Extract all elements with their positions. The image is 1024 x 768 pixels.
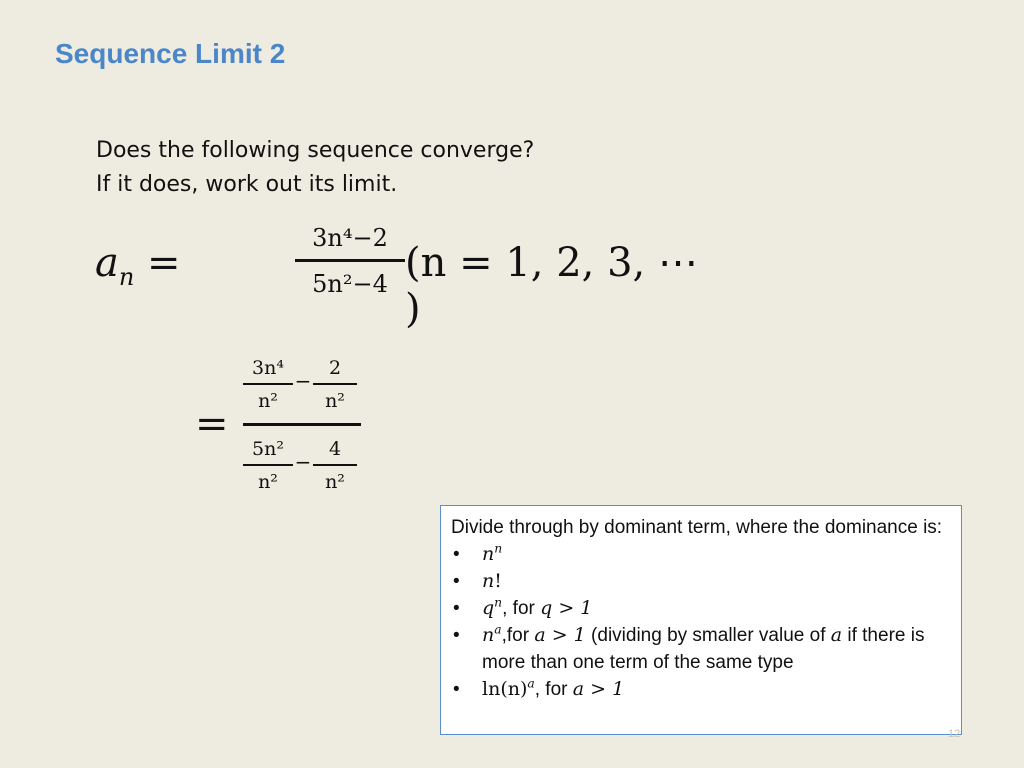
list-item — [451, 676, 951, 703]
item-text: , for — [534, 679, 573, 700]
question-line-2: If it does, work out its limit. — [96, 172, 398, 197]
minus-sign: − — [294, 450, 312, 474]
item-text: ,for — [501, 625, 535, 646]
item-base: n — [482, 570, 495, 592]
item-note-var: a — [830, 624, 843, 646]
list-item — [451, 568, 951, 595]
item-factorial: ! — [494, 570, 502, 592]
divided-equals: = — [195, 401, 229, 447]
minus-sign: − — [294, 369, 312, 393]
item-base: n — [482, 543, 495, 565]
subfraction — [243, 355, 293, 414]
question-line-1: Does the following sequence converge? — [96, 138, 535, 163]
compound-numerator — [243, 355, 361, 417]
item-note: (dividing by smaller value of — [585, 625, 831, 646]
divided-expression — [195, 355, 395, 505]
item-condition: a > 1 — [572, 678, 625, 700]
sequence-fraction — [295, 220, 405, 302]
info-intro: Divide through by dominant term, where the dominance is: — [451, 517, 943, 538]
dominance-info-box — [440, 505, 962, 735]
item-condition: a > 1 — [534, 624, 586, 646]
subfraction — [313, 436, 357, 495]
item-exp: a — [527, 676, 535, 691]
subfraction — [243, 436, 293, 495]
item-exp: n — [494, 541, 503, 556]
list-item — [451, 595, 951, 622]
list-item — [451, 622, 951, 676]
main-fraction-bar — [243, 423, 361, 426]
compound-fraction — [243, 355, 361, 498]
item-exp: a — [494, 622, 502, 637]
question-text — [96, 134, 534, 202]
subfraction-numerator: 4 — [328, 438, 342, 460]
subfraction-denominator: n² — [325, 390, 345, 412]
item-exp: n — [494, 595, 503, 610]
subfraction-numerator: 2 — [328, 357, 342, 379]
compound-denominator — [243, 436, 361, 498]
item-base: n — [482, 624, 495, 646]
item-base: q — [482, 597, 495, 619]
subfraction-denominator: n² — [258, 390, 278, 412]
subfraction-numerator: 5n² — [252, 438, 284, 460]
sequence-lhs — [95, 240, 181, 291]
fraction-bar — [295, 259, 405, 262]
item-condition: q > 1 — [540, 597, 593, 619]
lhs-sub: n — [118, 263, 135, 291]
sequence-definition — [95, 220, 715, 332]
slide-number: 12 — [948, 728, 961, 740]
subfraction-denominator: n² — [258, 471, 278, 493]
subfraction-bar — [243, 383, 293, 385]
subfraction-bar — [243, 464, 293, 466]
subfraction — [313, 355, 357, 414]
fraction-numerator: 3n⁴−2 — [312, 224, 388, 252]
slide-title: Sequence Limit 2 — [55, 38, 286, 69]
subfraction-denominator: n² — [325, 471, 345, 493]
index-range: (n = 1, 2, 3, ⋯ ) — [405, 240, 698, 332]
subfraction-bar — [313, 464, 357, 466]
list-item — [451, 541, 951, 568]
fraction-denominator: 5n²−4 — [312, 270, 388, 298]
item-func: ln(n) — [482, 678, 528, 700]
subfraction-numerator: 3n⁴ — [252, 357, 284, 379]
item-text: , for — [502, 598, 541, 619]
subfraction-bar — [313, 383, 357, 385]
lhs-var: a — [95, 240, 119, 286]
item-note-end: if there is more than one term of the same type — [482, 625, 925, 673]
lhs-equals: = — [147, 240, 181, 286]
dominance-list — [451, 541, 951, 703]
